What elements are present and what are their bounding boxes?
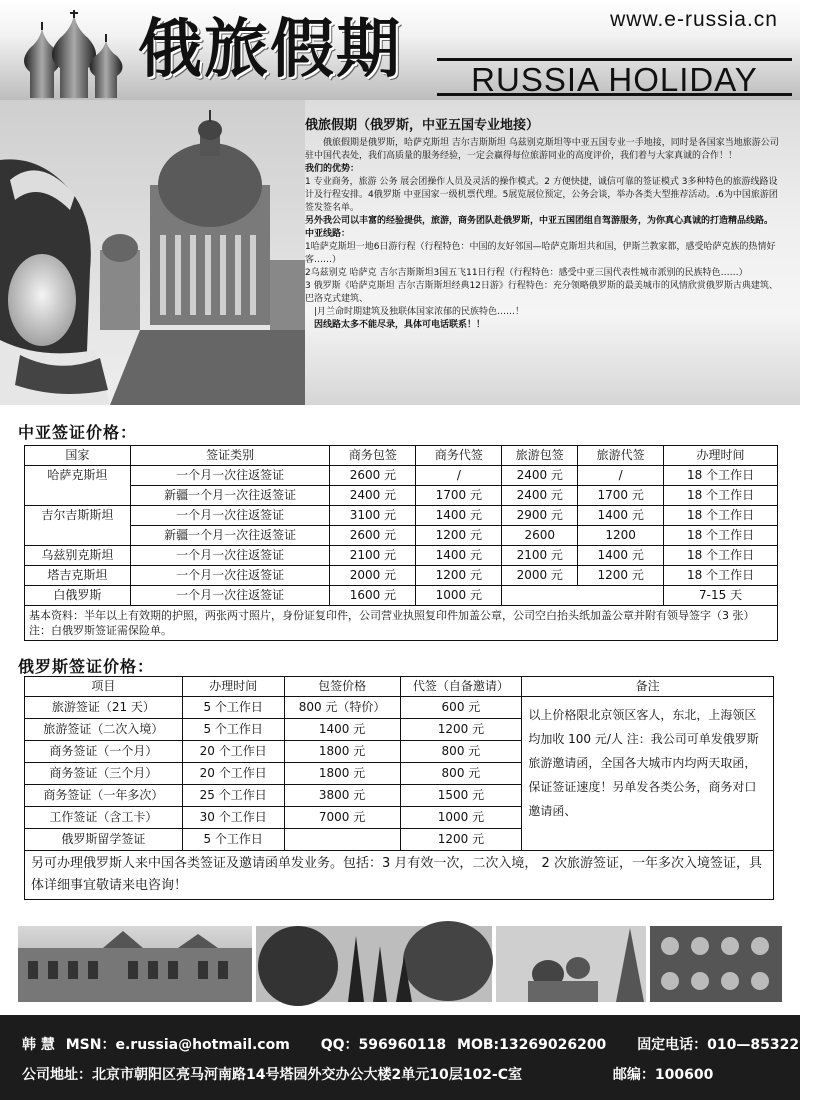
item-cell: 俄罗斯留学签证	[25, 829, 183, 851]
column-header: 包签价格	[284, 677, 400, 697]
price-cell: 1200 元	[416, 526, 502, 546]
country-cell: 塔吉克斯坦	[25, 566, 131, 586]
cathedral-and-woman-photo	[0, 100, 305, 405]
advantages-list: 1 专业商务，旅游 公务 展会团操作人员及灵活的操作模式。2 方便快捷，诚信可靠的签证模式 3多种特色的旅游线路设计及行程安排。4俄罗斯 中亚国家一级机票代理。5展览展位预定，公务会谈，举办各类大型推荐活动。.6为中国旅游团签发签名单。	[305, 177, 778, 213]
column-header: 商务代签	[416, 446, 502, 466]
price-cell: /	[416, 466, 502, 486]
contact-mobile[interactable]: MOB:13269026200	[457, 1037, 607, 1053]
country-cell: 乌兹别克斯坦	[25, 546, 131, 566]
item-cell: 旅游签证（21 天）	[25, 697, 183, 719]
route-item: 1哈萨克斯坦一地6日游行程（行程特色：中国的友好邻国—哈萨克斯坦共和国，伊斯兰教家都，感受哈萨克族的热情好客……）	[305, 242, 776, 265]
brand-title-english: RUSSIA HOLIDAY	[437, 58, 792, 96]
column-header: 备注	[522, 677, 774, 697]
postal-code: 邮编：100600	[612, 1067, 714, 1083]
contact-row	[22, 1034, 834, 1054]
visa-type-cell: 一个月一次往返签证	[130, 466, 330, 486]
time-cell: 20 个工作日	[182, 741, 284, 763]
website-url[interactable]: www.e-russia.cn	[610, 8, 778, 31]
price-cell: 1400 元	[416, 506, 502, 526]
table-row	[25, 506, 778, 526]
country-cell: 哈萨克斯坦	[25, 466, 131, 506]
price-cell: 2000 元	[330, 566, 416, 586]
column-header: 项目	[25, 677, 183, 697]
central-asia-visa-table	[24, 445, 778, 641]
price-cell: 2600 元	[330, 466, 416, 486]
time-cell: 5 个工作日	[182, 719, 284, 741]
advantages-heading: 我们的优势：	[305, 164, 360, 174]
empty-cell	[502, 586, 664, 606]
price-cell: 1200 元	[400, 829, 522, 851]
contact-phone[interactable]: 固定电话：010—85322923	[637, 1037, 829, 1053]
visa-type-cell: 一个月一次往返签证	[130, 546, 330, 566]
column-header: 代签（自备邀请）	[400, 677, 522, 697]
price-cell: 2600 元	[330, 526, 416, 546]
table-header-row	[25, 446, 778, 466]
visa-type-cell: 一个月一次往返签证	[130, 506, 330, 526]
price-cell: 1400 元	[284, 719, 400, 741]
company-address: 公司地址：北京市朝阳区亮马河南路14号塔园外交办公大楼2单元10层102-C室	[22, 1067, 523, 1083]
contact-name: 韩 慧	[22, 1037, 55, 1053]
russia-visa-title: 俄罗斯签证价格：	[18, 657, 155, 676]
column-header: 旅游代签	[578, 446, 664, 466]
visa-type-cell: 一个月一次往返签证	[130, 586, 330, 606]
more-routes-note: 因线路太多不能尽录，具体可电话联系！！	[314, 320, 486, 330]
price-cell: 1400 元	[578, 506, 664, 526]
route-item: 3 俄罗斯《哈萨克斯坦 吉尔吉斯斯坦经典12日游》行程特色：充分领略俄罗斯的最美城市的风情欣赏俄罗斯古典建筑、巴洛克式建筑、	[305, 281, 778, 304]
routes-heading: 中亚线路：	[305, 229, 351, 239]
time-cell: 18 个工作日	[664, 546, 778, 566]
price-cell: 2100 元	[502, 546, 578, 566]
time-cell: 5 个工作日	[182, 697, 284, 719]
central-asia-visa-title: 中亚签证价格：	[18, 423, 138, 442]
country-cell: 白俄罗斯	[25, 586, 131, 606]
table-row	[25, 586, 778, 606]
price-cell: 1000 元	[416, 586, 502, 606]
price-cell: 2600	[502, 526, 578, 546]
item-cell: 商务签证（一个月）	[25, 741, 183, 763]
price-cell: 3100 元	[330, 506, 416, 526]
country-cell: 吉尔吉斯斯坦	[25, 506, 131, 546]
column-header: 办理时间	[664, 446, 778, 466]
table-row	[25, 546, 778, 566]
visa-type-cell: 一个月一次往返签证	[130, 566, 330, 586]
contact-qq[interactable]: QQ：596960118	[320, 1037, 447, 1053]
basic-requirements-note: 基本资料：半年以上有效期的护照，两张两寸照片，身份证复印件，公司营业执照复印件加盖公章，公司空白抬头纸加盖公章并附有领导签字（3 张）注：白俄罗斯签证需保险单。	[25, 606, 778, 641]
price-cell: 2400 元	[502, 466, 578, 486]
column-header: 办理时间	[182, 677, 284, 697]
time-cell: 18 个工作日	[664, 566, 778, 586]
time-cell: 18 个工作日	[664, 506, 778, 526]
table-row	[25, 466, 778, 486]
address-row	[22, 1064, 719, 1084]
price-cell: /	[578, 466, 664, 486]
price-cell	[284, 829, 400, 851]
contact-msn[interactable]: MSN：e.russia@hotmail.com	[65, 1037, 290, 1053]
time-cell: 25 个工作日	[182, 785, 284, 807]
price-cell: 2000 元	[502, 566, 578, 586]
price-cell: 2400 元	[330, 486, 416, 506]
extra-services: 另外我公司以丰富的经验提供，旅游，商务团队赴俄罗斯，中亚五国团组自驾游服务，为你真心真诚的打造精品线路。	[305, 216, 774, 226]
visa-type-cell: 新疆一个月一次往返签证	[130, 526, 330, 546]
price-cell: 2100 元	[330, 546, 416, 566]
time-cell: 18 个工作日	[664, 526, 778, 546]
price-cell: 1400 元	[578, 546, 664, 566]
price-cell: 2400 元	[502, 486, 578, 506]
item-cell: 工作签证（含工卡）	[25, 807, 183, 829]
time-cell: 30 个工作日	[182, 807, 284, 829]
price-cell: 1000 元	[400, 807, 522, 829]
time-cell: 18 个工作日	[664, 466, 778, 486]
intro-section	[0, 100, 800, 405]
table-row	[25, 486, 778, 506]
price-cell: 1800 元	[284, 763, 400, 785]
time-cell: 5 个工作日	[182, 829, 284, 851]
company-intro-text	[305, 118, 785, 400]
column-header: 国家	[25, 446, 131, 466]
price-cell: 1200 元	[416, 566, 502, 586]
visa-type-cell: 新疆一个月一次往返签证	[130, 486, 330, 506]
column-header: 签证类别	[130, 446, 330, 466]
price-cell: 1700 元	[578, 486, 664, 506]
time-cell: 7-15 天	[664, 586, 778, 606]
price-cell: 1700 元	[416, 486, 502, 506]
table-header-row	[25, 677, 774, 697]
price-cell: 1800 元	[284, 741, 400, 763]
item-cell: 商务签证（一年多次）	[25, 785, 183, 807]
price-cell: 3800 元	[284, 785, 400, 807]
remark-cell: 以上价格限北京领区客人，东北，上海领区均加收 100 元/人 注：我公司可单发俄罗斯旅游邀请函，全国各大城市内均两天取函，保证签证速度！另单发各类公务，商务对口邀请函、	[522, 697, 774, 851]
russia-landmarks-photo-strip	[18, 926, 782, 1002]
price-cell: 1600 元	[330, 586, 416, 606]
russia-visa-table	[24, 676, 774, 900]
item-cell: 商务签证（三个月）	[25, 763, 183, 785]
onion-domes-illustration	[0, 10, 135, 100]
item-cell: 旅游签证（二次入境）	[25, 719, 183, 741]
brand-title-chinese: 俄旅假期	[138, 13, 402, 87]
price-cell: 2900 元	[502, 506, 578, 526]
intro-title: 俄旅假期（俄罗斯，中亚五国专业地接）	[305, 118, 540, 133]
route-item: 2乌兹别克 哈萨克 吉尔吉斯斯坦3国五飞11日行程（行程特色：感受中亚三国代表性城市派别的民族特色……）	[305, 268, 748, 278]
price-cell: 800 元（特价）	[284, 697, 400, 719]
price-cell: 800 元	[400, 763, 522, 785]
table-note-row	[25, 606, 778, 641]
price-cell: 1200	[578, 526, 664, 546]
table-row	[25, 697, 774, 719]
table-row	[25, 526, 778, 546]
contact-footer	[0, 1015, 829, 1100]
header	[0, 0, 800, 100]
route-item-continued: |月兰命时期建筑及独联体国家浓郁的民族特色……！	[314, 307, 525, 317]
time-cell: 20 个工作日	[182, 763, 284, 785]
table-note-row	[25, 851, 774, 900]
column-header: 旅游包签	[502, 446, 578, 466]
price-cell: 1500 元	[400, 785, 522, 807]
price-cell: 800 元	[400, 741, 522, 763]
price-cell: 1200 元	[578, 566, 664, 586]
price-cell: 1400 元	[416, 546, 502, 566]
price-cell: 600 元	[400, 697, 522, 719]
table-row	[25, 566, 778, 586]
price-cell: 1200 元	[400, 719, 522, 741]
intro-paragraph: 俄旅假期是俄罗斯，哈萨克斯坦 吉尔吉斯斯坦 乌兹别克斯坦等中亚五国专业一手地接，同时是各国家当地旅游公司驻中国代表处，我们高质量的服务经验，一定会赢得每位旅游同业的高度评价，我们着与大家真诚的合作！！	[305, 138, 779, 161]
time-cell: 18 个工作日	[664, 486, 778, 506]
column-header: 商务包签	[330, 446, 416, 466]
price-cell: 7000 元	[284, 807, 400, 829]
invitation-services-note: 另可办理俄罗斯人来中国各类签证及邀请函单发业务。包括：3 月有效一次，二次入境， 2 次旅游签证，一年多次入境签证，具体详细事宜敬请来电咨询！	[25, 851, 774, 900]
